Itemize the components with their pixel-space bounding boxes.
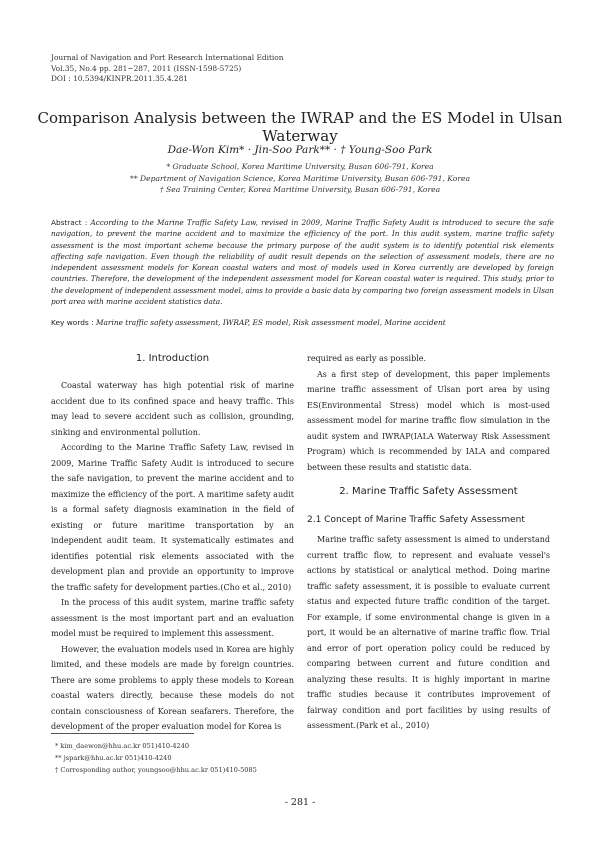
journal-header (51, 53, 284, 85)
introduction-body (51, 378, 294, 735)
intro-paragraph-3: In the process of this audit system, marine traffic safety assessment is the most important part and an evaluation model must be required to implement this assessment. (51, 598, 294, 638)
journal-volume: Vol.35, No.4 pp. 281~287, 2011 (ISSN-1598-5725) (51, 63, 242, 73)
intro-continuation: required as early as possible. (307, 354, 427, 363)
section-heading-assessment: 2. Marine Traffic Safety Assessment (339, 486, 518, 497)
intro-paragraph-2: According to the Marine Traffic Safety Law, revised in 2009, Marine Traffic Safety Audit is introduced to secure the safe navigation, to prevent the marine accident and to maximize the efficiency of the port. A maritime safety audit is a formal safety diagnosis examination in the field of existing or future maritime transportation by an independent audit team. It systematically estimates and identifies potential risk elements associated with the development plan and provide an opportunity to improve the traffic safety for development parties.(Cho et al., 2010) (51, 443, 294, 592)
footnote-3: † Corresponding author, youngsoo@hhu.ac.kr 051)410-5085 (55, 766, 257, 775)
footnotes (55, 740, 257, 777)
concept-paragraph: Marine traffic safety assessment is aimed to understand current traffic flow, to represent and evaluate vessel's actions by statistical or analytical method. Doing marine traffic safety assessment, it is possible to evaluate current status and expected future traffic condition of the target. For example, if some environmental change is given in a port, it would be an alternative of marine traffic flow. Trial and error of port operation policy could be reduced by comparing between current and future condition and analyzing these results. It is highly important in marine traffic studies because it contributes improvement of fairway condition and port facilities by using results of assessment.(Park et al., 2010) (307, 535, 550, 730)
paper-title: Comparison Analysis between the IWRAP and the ES Model in Ulsan Waterway (37, 109, 563, 145)
footnote-2: ** jspark@hhu.ac.kr 051)410-4240 (55, 754, 172, 763)
keywords (51, 318, 554, 327)
concept-body (307, 532, 550, 734)
abstract-text: According to the Marine Traffic Safety Law, revised in 2009, Marine Traffic Safety Audit is introduced to secure the safe navigation, to prevent the marine accident and to maximize the efficiency of the port. In this audit system, marine traffic safety assessment is the most important scheme because the primary purpose of the audit system is to identify potential risk elements affecting safe navigation. Even though the reliability of audit result depends on the selection of assessment models, there are no independent assessment models for Korean coastal waters and most of models used in Korea currently are developed by foreign countries. Therefore, the development of the independent assessment model for Korean coastal water is required. This study, prior to the development of independent assessment model, aims to provide a basic data by comparing two foreign assessment models in Ulsan port area with marine accident statistics data. (51, 218, 554, 307)
affiliation-1: * Graduate School, Korea Maritime University, Busan 606-791, Korea (166, 162, 434, 171)
affiliation-3: † Sea Training Center, Korea Maritime University, Busan 606-791, Korea (159, 185, 441, 194)
page-number: - 281 - (284, 797, 316, 808)
abstract-label: Abstract : (51, 218, 91, 227)
section-heading-introduction: 1. Introduction (135, 353, 210, 364)
affiliation-2: ** Department of Navigation Science, Korea Maritime University, Busan 606-791, Korea (130, 173, 470, 183)
abstract (51, 217, 554, 307)
intro-paragraph-4: However, the evaluation models used in Korea are highly limited, and these models are made by foreign countries. There are some problems to apply these models to Korean coastal waters directly, because these models do not contain consciousness of Korean seafarers. Therefore, the development of the proper evaluation model for Korea is (51, 644, 294, 731)
journal-name: Journal of Navigation and Port Research International Edition (51, 53, 284, 62)
intro-paragraph-1: Coastal waterway has high potential risk of marine accident due to its confined space and heavy traffic. This may lead to severe accident such as collision, grounding, sinking and environmental pollution. (51, 381, 294, 437)
keywords-text: Marine traffic safety assessment, IWRAP, ES model, Risk assessment model, Marine accident (95, 318, 446, 327)
right-column-intro (307, 351, 550, 475)
paper-authors: Dae-Won Kim* · Jin-Soo Park** · † Young-Soo Park (167, 144, 433, 156)
journal-doi: DOI : 10.5394/KINPR.2011.35.4.281 (51, 74, 189, 83)
intro-paragraph-5: As a first step of development, this paper implements marine traffic assessment of Ulsan port area by using ES(Environmental Stress) model which is most-used assessment model for marine traffic flow simulation in the audit system and IWRAP(IALA Waterway Risk Assessment Program) which is recommended by IALA and compared between these results and statistic data. (307, 369, 550, 472)
footnote-1: * kim_daewon@hhu.ac.kr 051)410-4240 (55, 742, 190, 750)
affiliations (0, 161, 600, 196)
keywords-label: Key words : (51, 318, 96, 327)
footnote-divider (51, 733, 194, 734)
subsection-heading-concept: 2.1 Concept of Marine Traffic Safety Assessment (307, 515, 525, 525)
